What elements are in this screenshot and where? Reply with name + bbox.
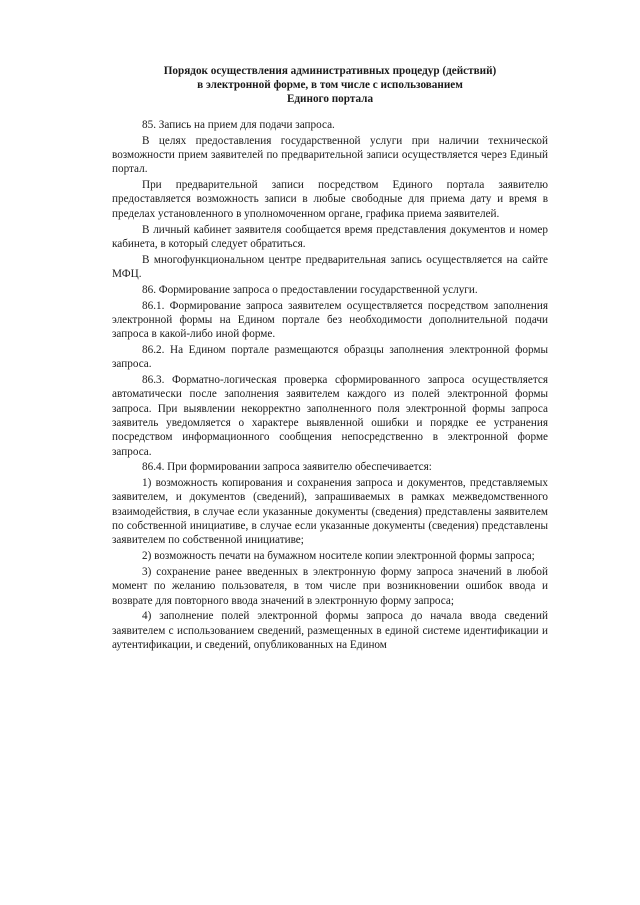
list-item-4: 4) заполнение полей электронной формы запроса до начала ввода сведений заявителем с использованием сведений, размещенных в единой системе идентификации и аутентификации, и сведений, опубликованных на Едином bbox=[112, 610, 548, 651]
title-line-2: в электронной форме, в том числе с использованием bbox=[197, 79, 463, 91]
paragraph-86-4: 86.4. При формировании запроса заявителю обеспечивается: bbox=[142, 461, 432, 474]
paragraph-85-mfc: В многофункциональном центре предварительная запись осуществляется на сайте МФЦ. bbox=[112, 253, 548, 280]
list-item-3: 3) сохранение ранее введенных в электронную форму запроса значений в любой момент по желанию пользователя, в том числе при возникновении ошибок ввода и возврате для повторного ввода значений в электронную форму запроса; bbox=[112, 565, 548, 607]
paragraph-86: 86. Формирование запроса о предоставлении государственной услуги. bbox=[142, 283, 478, 296]
title-line-3: Единого портала bbox=[286, 93, 374, 105]
paragraph-86-3: 86.3. Форматно-логическая проверка сформированного запроса осуществляется автоматически после заполнения заявителем каждого из полей электронной формы запроса. При выявлении некорректно заполненного поля электронной формы запроса заявитель уведомляется о характере выявленной ошибки и порядке ее устранения посредством информационного сообщения непосредственно в электронной форме запроса. bbox=[112, 374, 548, 458]
paragraph-86-1: 86.1. Формирование запроса заявителем осуществляется посредством заполнения электронной формы на Едином портале без необходимости дополнительной подачи запроса в какой-либо иной форме. bbox=[112, 299, 548, 341]
paragraph-85-prebooking: При предварительной записи посредством Единого портала заявителю предоставляется возможность записи в любые свободные для приема дату и время в пределах установленного в уполномоченном органе, графика приема заявителей. bbox=[112, 179, 548, 220]
document-page bbox=[112, 64, 548, 654]
list-item-1: 1) возможность копирования и сохранения запроса и документов, представляемых заявителем, и документов (сведений), запрашиваемых в рамках межведомственного взаимодействия, в случае если указанные документы (сведения) представлены заявителем по собственной инициативе, в случае если указанные документы (сведения) представлены заявителем по собственной инициативе; bbox=[112, 477, 548, 547]
paragraph-86-2: 86.2. На Едином портале размещаются образцы заполнения электронной формы запроса. bbox=[112, 343, 548, 371]
paragraph-85: 85. Запись на прием для подачи запроса. bbox=[142, 119, 335, 131]
title-line-1: Порядок осуществления административных процедур (действий) bbox=[163, 65, 497, 77]
list-item-2: 2) возможность печати на бумажном носителе копии электронной формы запроса; bbox=[142, 550, 535, 563]
document-title bbox=[112, 64, 548, 106]
paragraph-85-purpose: В целях предоставления государственной услуги при наличии технической возможности прием заявителей по предварительной записи осуществляется через Единый портал. bbox=[112, 134, 548, 176]
paragraph-85-cabinet: В личный кабинет заявителя сообщается время представления документов и номер кабинета, в который следует обратиться. bbox=[112, 223, 548, 250]
document-body bbox=[112, 118, 548, 652]
